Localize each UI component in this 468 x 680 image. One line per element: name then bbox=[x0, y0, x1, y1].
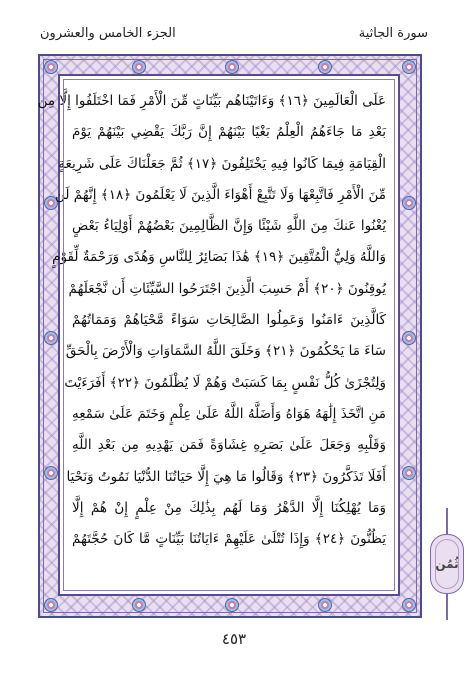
side-marker-label: ثُمُن bbox=[435, 557, 459, 571]
rosette-ornament bbox=[318, 60, 332, 74]
rosette-ornament bbox=[402, 60, 416, 74]
juz-title: الجزء الخامس والعشرون bbox=[40, 26, 176, 41]
rosette-ornament bbox=[402, 598, 416, 612]
text-line-4: مِّنَ الْأَمْرِ فَاتَّبِعْهَا وَلَا تَتَّبِعْ أَهْوَاءَ الَّذِينَ لَا يَعْلَمُونَ ﴿١٨﴾ إِنَّهُمْ لَن bbox=[55, 186, 386, 203]
rosette-ornament bbox=[44, 598, 58, 612]
rosette-ornament bbox=[44, 60, 58, 74]
text-line-12: وَقَلْبِهِ وَجَعَلَ عَلَىٰ بَصَرِهِ غِشَاوَةً فَمَن يَهْدِيهِ مِن بَعْدِ اللَّهِ bbox=[72, 437, 386, 454]
quran-text-panel bbox=[37, 74, 400, 596]
rosette-ornament bbox=[44, 466, 58, 480]
side-marker-stem bbox=[446, 594, 448, 620]
text-line-5: يُغْنُوا عَنكَ مِنَ اللَّهِ شَيْئًا وَإِنَّ الظَّالِمِينَ بَعْضُهُمْ أَوْلِيَاءُ بَعْضٍ bbox=[72, 218, 386, 235]
rosette-ornament bbox=[132, 60, 146, 74]
rosette-ornament bbox=[318, 598, 332, 612]
text-line-9: سَاءَ مَا يَحْكُمُونَ ﴿٢١﴾ وَخَلَقَ اللَّهُ السَّمَاوَاتِ وَالْأَرْضَ بِالْحَقِّ bbox=[65, 343, 386, 360]
page-number: ٤٥٣ bbox=[221, 630, 247, 648]
rosette-ornament bbox=[132, 598, 146, 612]
text-line-3: الْقِيَامَةِ فِيمَا كَانُوا فِيهِ يَخْتَلِفُونَ ﴿١٧﴾ ثُمَّ جَعَلْنَاكَ عَلَى شَرِيعَةٍ bbox=[58, 155, 386, 172]
text-line-14: وَمَا يُهْلِكُنَا إِلَّا الدَّهْرُ وَمَا لَهُم بِذَٰلِكَ مِنْ عِلْمٍ إِنْ هُمْ إِلَّا bbox=[72, 499, 386, 516]
rosette-ornament bbox=[44, 331, 58, 345]
text-line-1: عَلَى الْعَالَمِينَ ﴿١٦﴾ وَءَاتَيْنَاهُم بَيِّنَاتٍ مِّنَ الْأَمْرِ فَمَا اخْتَلَفُوا إِلَّا مِن bbox=[37, 93, 386, 109]
rosette-ornament bbox=[402, 466, 416, 480]
rosette-ornament bbox=[402, 196, 416, 210]
text-line-6: وَاللَّهُ وَلِيُّ الْمُتَّقِينَ ﴿١٩﴾ هَٰذَا بَصَائِرُ لِلنَّاسِ وَهُدًى وَرَحْمَةٌ لِّقَوْمٍ bbox=[52, 249, 386, 266]
rosette-ornament bbox=[402, 331, 416, 345]
surah-title: سورة الجاثية bbox=[358, 26, 428, 41]
text-line-7: يُوقِنُونَ ﴿٢٠﴾ أَمْ حَسِبَ الَّذِينَ اجْتَرَحُوا السَّيِّئَاتِ أَن نَّجْعَلَهُمْ bbox=[68, 280, 386, 297]
text-line-2: بَعْدِ مَا جَاءَهُمُ الْعِلْمُ بَغْيًا بَيْنَهُمْ إِنَّ رَبَّكَ يَقْضِي بَيْنَهُمْ يَوْمَ bbox=[72, 124, 386, 141]
side-marker-stem bbox=[446, 508, 448, 534]
hizb-quarter-marker bbox=[430, 534, 464, 594]
text-line-15: يَظُنُّونَ ﴿٢٤﴾ وَإِذَا تُتْلَىٰ عَلَيْهِمْ ءَايَاتُنَا بَيِّنَاتٍ مَّا كَانَ حُجَّتَهُمْ bbox=[72, 531, 386, 548]
text-line-10: وَلِتُجْزَىٰ كُلُّ نَفْسٍ بِمَا كَسَبَتْ وَهُمْ لَا يُظْلَمُونَ ﴿٢٢﴾ أَفَرَءَيْتَ bbox=[64, 374, 386, 391]
text-line-8: كَالَّذِينَ ءَامَنُوا وَعَمِلُوا الصَّالِحَاتِ سَوَاءً مَّحْيَاهُمْ وَمَمَاتُهُمْ bbox=[72, 312, 386, 329]
page-header bbox=[0, 0, 468, 52]
rosette-ornament bbox=[225, 60, 239, 74]
text-line-13: أَفَلَا تَذَكَّرُونَ ﴿٢٣﴾ وَقَالُوا مَا هِيَ إِلَّا حَيَاتُنَا الدُّنْيَا نَمُوتُ وَنَحْيَا bbox=[66, 468, 386, 485]
text-line-11: مَنِ اتَّخَذَ إِلَٰهَهُ هَوَاهُ وَأَضَلَّهُ اللَّهُ عَلَىٰ عِلْمٍ وَخَتَمَ عَلَىٰ سَمْعِهِ bbox=[72, 405, 386, 422]
rosette-ornament bbox=[225, 598, 239, 612]
